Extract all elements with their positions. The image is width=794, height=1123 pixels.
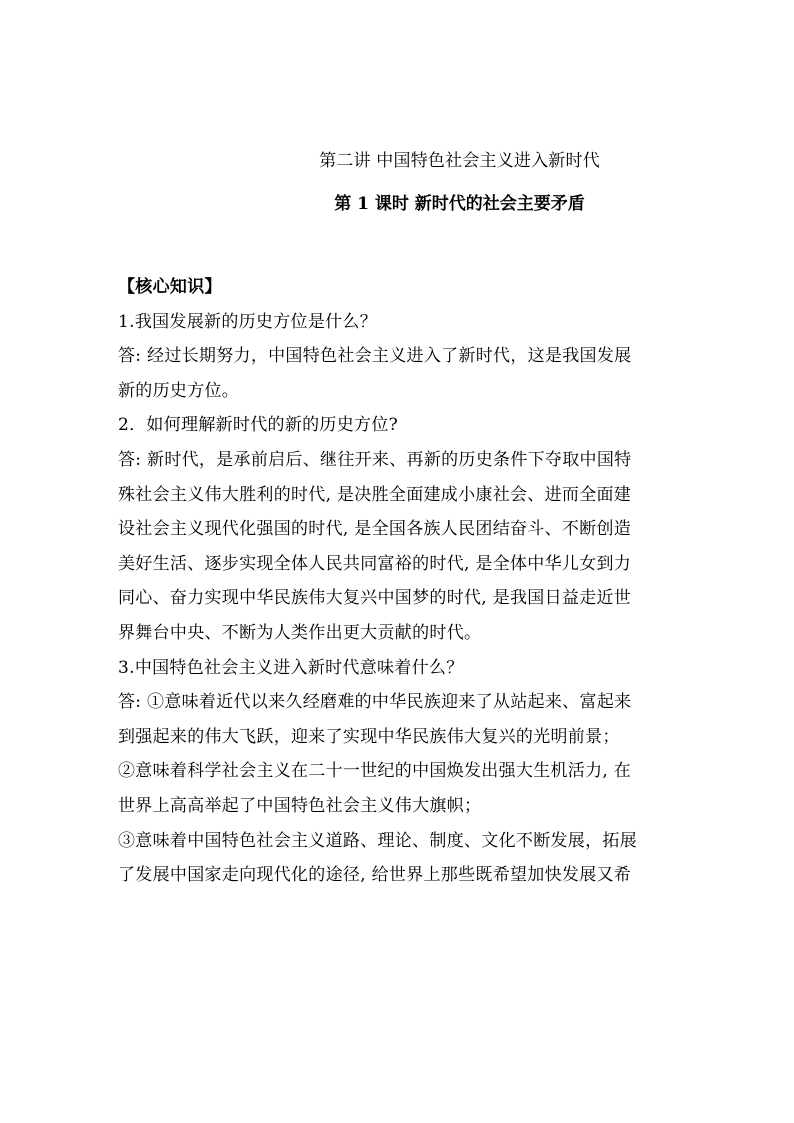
section-heading: 【核心知识】 [118, 277, 222, 297]
text-line: 答: 经过长期努力，中国特色社会主义进入了新时代，这是我国发展 [118, 346, 632, 367]
text-line: 答: 新时代，是承前启后、继往开来、再新的历史条件下夺取中国特 [118, 449, 632, 470]
text-line: 殊社会主义伟大胜利的时代, 是决胜全面建成小康社会、进而全面建 [118, 484, 632, 505]
lecture-title: 第二讲 中国特色社会主义进入新时代 [319, 151, 600, 171]
text-line: 2．如何理解新时代的新的历史方位? [118, 415, 399, 436]
text-line: 新的历史方位。 [118, 380, 240, 401]
text-line: 答: ①意味着近代以来久经磨难的中华民族迎来了从站起来、富起来 [118, 692, 632, 713]
text-line: 到强起来的伟大飞跃，迎来了实现中华民族伟大复兴的光明前景； [118, 726, 620, 747]
text-line: 美好生活、逐步实现全体人民共同富裕的时代, 是全体中华儿女到力 [118, 553, 632, 574]
document-body [118, 270, 690, 893]
text-line: ③意味着中国特色社会主义道路、理论、制度、文化不断发展，拓展 [118, 830, 637, 851]
text-line: 了发展中国家走向现代化的途径, 给世界上那些既希望加快发展又希 [118, 865, 632, 886]
lesson-title: 第 1 课时 新时代的社会主要矛盾 [334, 194, 585, 214]
text-line: 世界上高高举起了中国特色社会主义伟大旗帜； [118, 795, 482, 816]
text-line: ②意味着科学社会主义在二十一世纪的中国焕发出强大生机活力, 在 [118, 761, 632, 782]
text-line: 3.中国特色社会主义进入新时代意味着什么？ [118, 657, 464, 678]
text-line: 界舞台中央、不断为人类作出更大贡献的时代。 [118, 622, 482, 643]
text-line: 同心、奋力实现中华民族伟大复兴中国梦的时代, 是我国日益走近世 [118, 588, 632, 609]
text-line: 1.我国发展新的历史方位是什么？ [118, 311, 378, 332]
text-line: 设社会主义现代化强国的时代, 是全国各族人民团结奋斗、不断创造 [118, 519, 632, 540]
